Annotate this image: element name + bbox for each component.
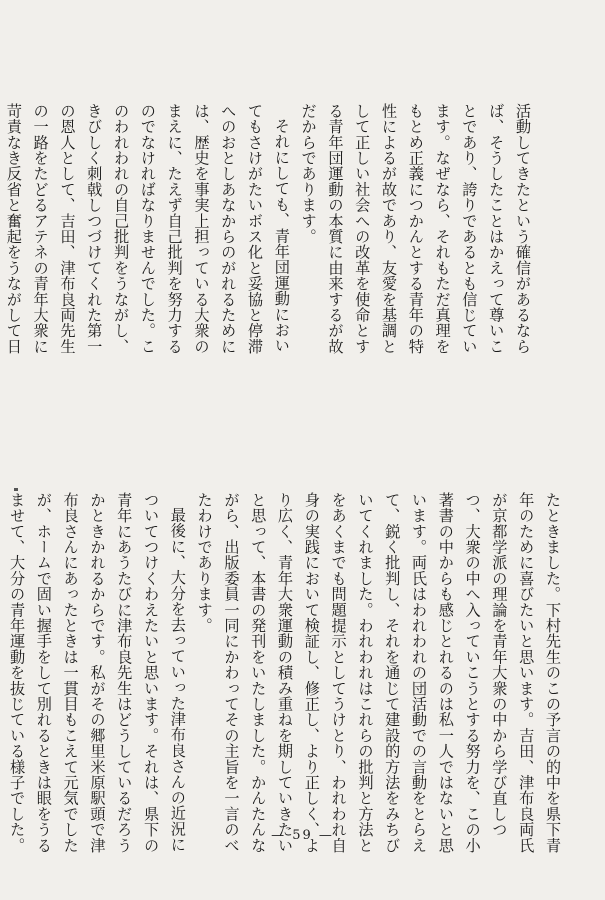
page-number: — 59 —: [271, 828, 334, 843]
scan-mark: [14, 488, 18, 491]
paragraph: それにしても、青年団運動においてもさけがたいボス化と妥協と停滞へのおとしあなからのがれるためには、歴史を事実上担っている大衆のまえに、たえず自己批判を努力するのでなければなりませんでした。このわれわれの自己批判をうながし、きびしく刺戟しつづけてくれた第一の恩人として、吉田、津布良両先生の一路をたどるアテネの青年大衆に苛責なき反省と奮起をうながして日: [4, 103, 291, 355]
top-text-block: [4, 103, 536, 361]
paragraph: たときました。下村先生のこの予言の的中を県下青年のために喜びたいと思います。吉田、津布良両氏が京都学派の理論を青年大衆の中から学び直しつつ、大衆の中へ入っていこうとする努力を、この小著書の中からも感じとれるのは私一人ではないと思います。両氏はわれわれの団活動での言動をとらえて、鋭く批判し、それを通じて建設的方法をみちびいてくれました。われわれはこれらの批判と方法とをあくまでも問題提示としてうけとり、われわれ自身の実践において検証し、修正し、より正しく、より広く、青年大衆運動の積み重ねを期していきたいと思って、本書の発刊をいたしました。かんたんながら、出版委員一同にかわってその主旨を一言のべたわけであります。: [195, 492, 562, 854]
paragraph: 最後に、大分を去っていった津布良さんの近況についてつけくわえたいと思います。それは、県下の青年にあうたびに津布良先生はどうしているだろうかときかれるからです。私がその郷里米原駅頭で津布良さんにあったときは一貫目もこえて元気でしたが、ホームで固い握手をして別れるときは眼をうるませて、大分の青年運動を抜じている様子でした。: [8, 492, 187, 854]
bottom-text-block: [8, 492, 566, 854]
paragraph: 活動してきたという確信があるならば、そうしたことはかえって尊いことであり、誇りであるとも信じています。なぜなら、それもただ真理をもとめ正義につかんとする青年の特性によるが故であり、友愛を基調として正しい社会への改革を使命とする青年団運動の本質に由来するが故だからであります。: [299, 103, 532, 355]
